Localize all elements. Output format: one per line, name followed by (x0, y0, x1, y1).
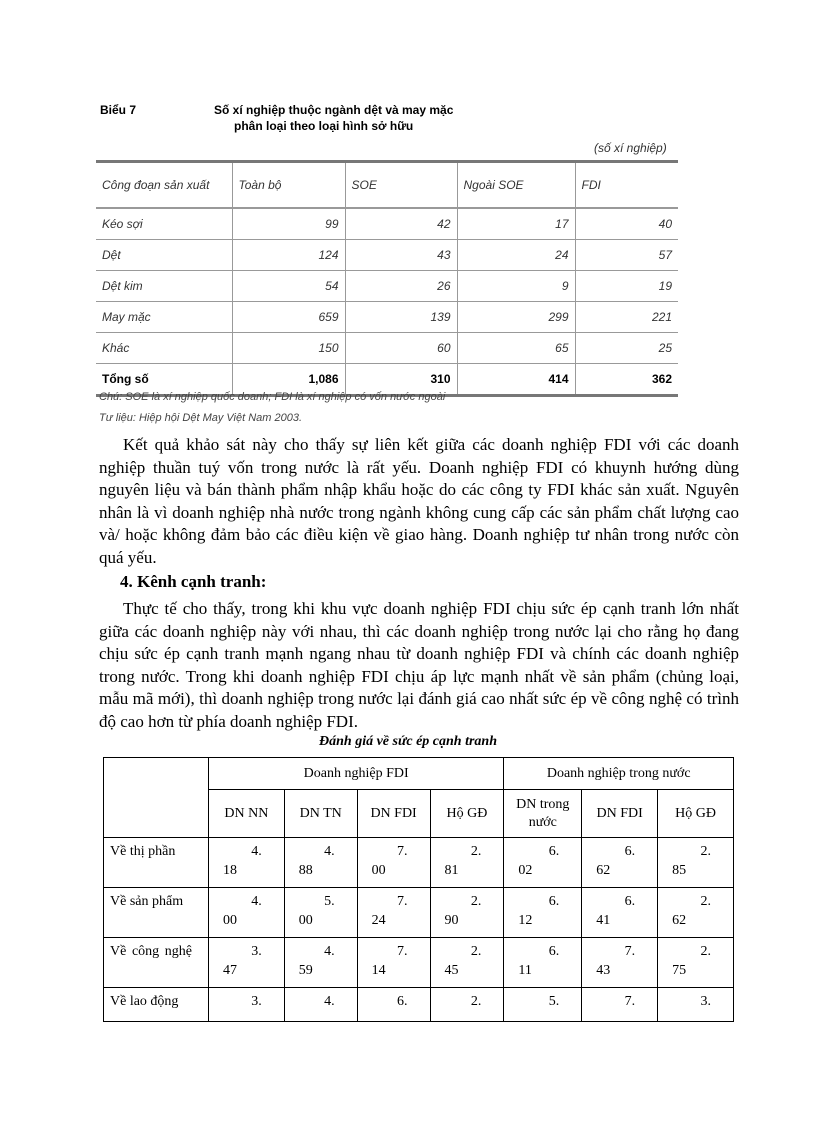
cell-value: 7. 43 (582, 938, 658, 988)
row-label: Về công nghệ (104, 938, 209, 988)
table-row (96, 271, 678, 302)
header-fdi: FDI (575, 162, 678, 209)
cell-value: 42 (345, 208, 457, 240)
cell-value: 7. 00 (357, 838, 430, 888)
subheader-ho-gd-2: Hộ GĐ (658, 790, 734, 838)
figure-title-line1: Số xí nghiệp thuộc ngành dệt và may mặc (214, 103, 454, 117)
total-value: 310 (345, 364, 457, 396)
cell-value: 6. (357, 988, 430, 1022)
cell-value: 99 (232, 208, 345, 240)
section-heading: 4. Kênh cạnh tranh: (120, 572, 267, 591)
cell-value: 57 (575, 240, 678, 271)
row-label: Kéo sợi (96, 208, 232, 240)
group-domestic-header: Doanh nghiệp trong nước (504, 758, 734, 790)
subheader-dn-tn: DN TN (284, 790, 357, 838)
row-label: Khác (96, 333, 232, 364)
cell-value: 299 (457, 302, 575, 333)
header-stage: Công đoạn sản xuất (96, 162, 232, 209)
cell-value: 7. (582, 988, 658, 1022)
table-row (104, 938, 734, 988)
row-label: Về thị phần (104, 838, 209, 888)
header-total: Toàn bộ (232, 162, 345, 209)
cell-value: 3. (658, 988, 734, 1022)
cell-value: 6. 02 (504, 838, 582, 888)
table-row (96, 240, 678, 271)
row-label: Về lao động (104, 988, 209, 1022)
cell-value: 6. 41 (582, 888, 658, 938)
subheader-dn-trong-nuoc: DN trong nước (504, 790, 582, 838)
enterprise-count-table (96, 160, 678, 397)
total-label: Tổng số (96, 364, 232, 396)
table-row (104, 888, 734, 938)
table-note: Chú: SOE là xí nghiệp quốc doanh; FDI là xí nghiệp có vốn nước ngoài (99, 391, 446, 403)
cell-value: 7. 24 (357, 888, 430, 938)
cell-value: 6. 11 (504, 938, 582, 988)
cell-value: 3. 47 (208, 938, 284, 988)
cell-value: 65 (457, 333, 575, 364)
table2-title: Đánh giá về sức ép cạnh tranh (319, 734, 497, 749)
cell-value: 4. 88 (284, 838, 357, 888)
table-row (96, 208, 678, 240)
cell-value: 2. 45 (430, 938, 504, 988)
cell-value: 6. 12 (504, 888, 582, 938)
figure-label: Biểu 7 (100, 103, 137, 117)
figure-unit: (số xí nghiệp) (594, 141, 667, 155)
table-row (96, 302, 678, 333)
group-fdi-header: Doanh nghiệp FDI (208, 758, 503, 790)
cell-value: 25 (575, 333, 678, 364)
cell-value: 221 (575, 302, 678, 333)
cell-value: 5. (504, 988, 582, 1022)
cell-value: 150 (232, 333, 345, 364)
cell-value: 43 (345, 240, 457, 271)
cell-value: 9 (457, 271, 575, 302)
cell-value: 2. 90 (430, 888, 504, 938)
competition-pressure-table (103, 757, 734, 1022)
cell-value: 2. 85 (658, 838, 734, 888)
cell-value: 3. (208, 988, 284, 1022)
subheader-dn-fdi-2: DN FDI (582, 790, 658, 838)
total-value: 1,086 (232, 364, 345, 396)
cell-value: 26 (345, 271, 457, 302)
cell-value: 2. 81 (430, 838, 504, 888)
cell-value: 19 (575, 271, 678, 302)
cell-value: 5. 00 (284, 888, 357, 938)
table-source: Tư liệu: Hiệp hội Dệt May Việt Nam 2003. (99, 412, 303, 424)
cell-value: 24 (457, 240, 575, 271)
group-header-row (104, 758, 734, 790)
cell-value: 6. 62 (582, 838, 658, 888)
cell-value: 40 (575, 208, 678, 240)
cell-value: 4. (284, 988, 357, 1022)
cell-value: 659 (232, 302, 345, 333)
corner-cell (104, 758, 209, 838)
total-value: 414 (457, 364, 575, 396)
cell-value: 124 (232, 240, 345, 271)
row-label: Dệt (96, 240, 232, 271)
total-value: 362 (575, 364, 678, 396)
cell-value: 7. 14 (357, 938, 430, 988)
cell-value: 2. 62 (658, 888, 734, 938)
header-non-soe: Ngoài SOE (457, 162, 575, 209)
figure-title-line2: phân loại theo loại hình sở hữu (234, 119, 414, 133)
table-row (104, 988, 734, 1022)
row-label: May mặc (96, 302, 232, 333)
body-paragraph-1: Kết quả khảo sát này cho thấy sự liên kết giữa các doanh nghiệp FDI với các doanh nghiệp thuần tuý vốn trong nước là rất yếu. Doanh nghiệp FDI có khuynh hướng dùng nguyên liệu và bán thành phẩm nhập khẩu hoặc do các công ty FDI khác sản xuất. Nguyên nhân là vì doanh nghiệp nhà nước trong ngành không cung cấp các sản phẩm chất lượng cao và/ hoặc không đảm bảo các điều kiện về giao hàng. Doanh nghiệp tư nhân trong nước còn quá yếu. (99, 435, 739, 567)
subheader-ho-gd: Hộ GĐ (430, 790, 504, 838)
cell-value: 4. 18 (208, 838, 284, 888)
table-row (104, 838, 734, 888)
cell-value: 2. (430, 988, 504, 1022)
header-soe: SOE (345, 162, 457, 209)
subheader-dn-fdi: DN FDI (357, 790, 430, 838)
cell-value: 60 (345, 333, 457, 364)
cell-value: 17 (457, 208, 575, 240)
cell-value: 2. 75 (658, 938, 734, 988)
cell-value: 54 (232, 271, 345, 302)
table-header-row (96, 162, 678, 209)
body-paragraph-2: Thực tế cho thấy, trong khi khu vực doanh nghiệp FDI chịu sức ép cạnh tranh lớn nhất giữa các doanh nghiệp này với nhau, thì các doanh nghiệp trong nước lại cho rằng họ đang chịu sức ép cạnh tranh mạnh ngang nhau từ doanh nghiệp FDI và chính các doanh nghiệp trong nước. Trong khi doanh nghiệp FDI chịu áp lực mạnh nhất về sản phẩm (chủng loại, mẫu mã mới), thì doanh nghiệp trong nước lại đánh giá cao nhất sức ép về công nghệ có trình độ cao hơn từ phía doanh nghiệp FDI. (99, 599, 739, 731)
cell-value: 4. 00 (208, 888, 284, 938)
row-label: Về sản phẩm (104, 888, 209, 938)
cell-value: 4. 59 (284, 938, 357, 988)
subheader-dn-nn: DN NN (208, 790, 284, 838)
cell-value: 139 (345, 302, 457, 333)
table-row (96, 333, 678, 364)
row-label: Dệt kim (96, 271, 232, 302)
